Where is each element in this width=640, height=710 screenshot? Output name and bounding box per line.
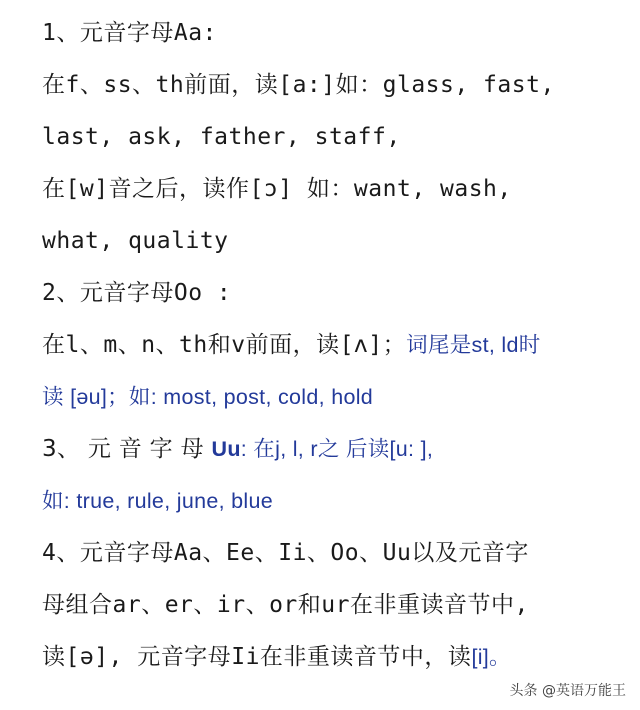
vowel-u-heading-label: 3、 元 音 字 母 <box>42 436 212 462</box>
vowel-u-letter: Uu <box>211 437 241 461</box>
vowel-o-rule <box>42 330 541 360</box>
vowel-o-examples: 读 [əu]；如: most, post, cold, hold <box>42 385 374 409</box>
source-watermark: 头条 @英语万能王 <box>509 683 626 699</box>
vowel-a-examples-2: what, quality <box>42 228 229 254</box>
unstressed-rule-3-ipa: [i]。 <box>471 645 511 669</box>
vowel-u-heading <box>42 434 433 464</box>
vowel-o-heading: 2、元音字母Oo : <box>42 280 232 306</box>
vowel-a-rule-1: 在f、ss、th前面，读[a:]如：glass, fast, <box>42 72 555 98</box>
vowel-a-examples-1: last, ask, father, staff, <box>42 124 401 150</box>
unstressed-rule-3 <box>42 642 511 672</box>
unstressed-rule-3-text: 读[ə], 元音字母Ii在非重读音节中，读 <box>42 644 472 670</box>
vowel-o-rule-note: 词尾是st, ld时 <box>406 333 541 357</box>
unstressed-rule-2: 母组合ar、er、ir、or和ur在非重读音节中, <box>42 592 529 618</box>
vowel-o-rule-text: 在l、m、n、th和v前面，读[ʌ]； <box>42 332 407 358</box>
vowel-a-heading: 1、元音字母Aa: <box>42 20 217 46</box>
unstressed-rule-1: 4、元音字母Aa、Ee、Ii、Oo、Uu以及元音字 <box>42 540 529 566</box>
vowel-u-rule: : 在j, l, r之 后读[u: ], <box>240 437 434 461</box>
vowel-a-rule-2: 在[w]音之后，读作[ɔ] 如：want, wash, <box>42 176 512 202</box>
vowel-u-examples: 如: true, rule, june, blue <box>42 489 273 513</box>
